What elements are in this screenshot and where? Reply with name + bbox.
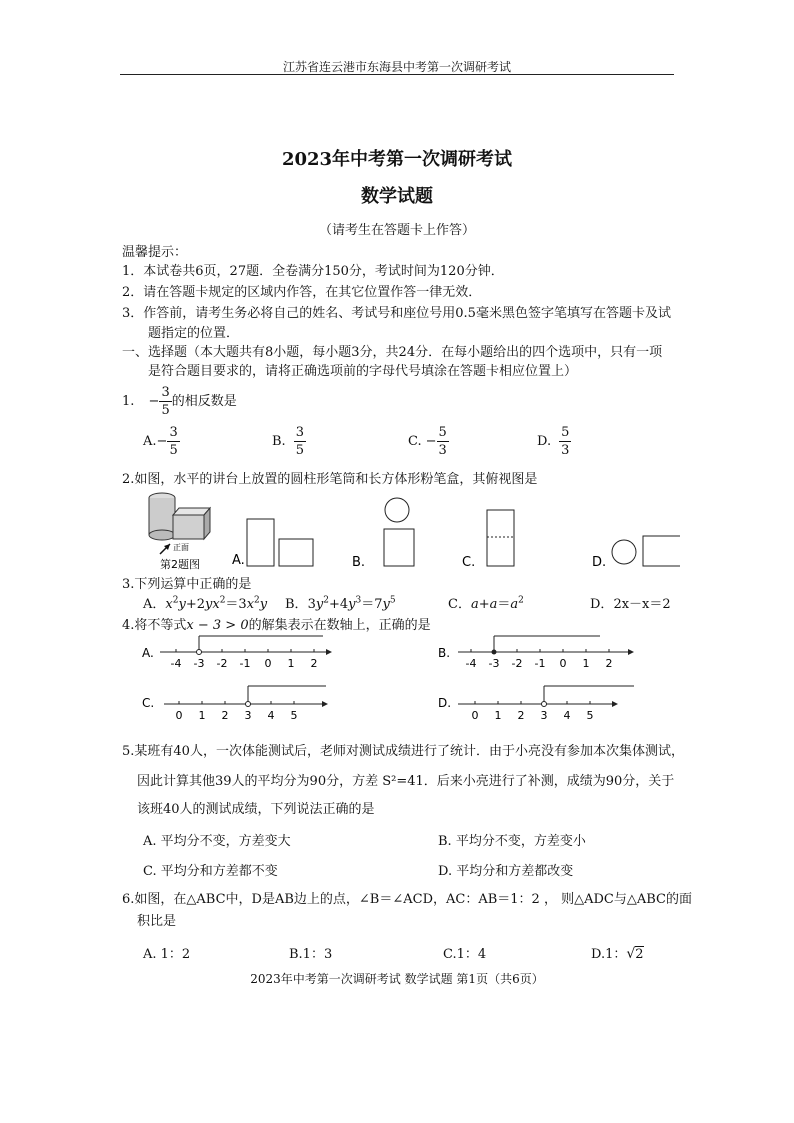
q4-d-tick-label: 4: [563, 709, 571, 722]
q4-d-tick-label: 2: [517, 709, 525, 722]
cylinder-shape: [149, 493, 175, 540]
q4-c-tick-label: 0: [175, 709, 183, 722]
q5-option-b[interactable]: B. 平均分不变，方差变小: [438, 834, 586, 849]
q3-option-b[interactable]: B．$3y^2+4y^3=7y^5$: [285, 595, 396, 612]
q3-option-d[interactable]: D．2x－x＝2: [590, 597, 671, 612]
page-header: 江苏省连云港市东海县中考第一次调研考试: [282, 60, 511, 74]
q4-a-tick-label: -2: [216, 657, 228, 670]
q6-option-a[interactable]: A. 1：2: [143, 947, 191, 962]
q4-label-a: A.: [142, 646, 154, 660]
q4-label-b: B.: [438, 646, 451, 660]
q2-stem: 2.如图，水平的讲台上放置的圆柱形笔筒和长方体形粉笔盒，其俯视图是: [122, 472, 538, 487]
q4-a-tick-label: -4: [170, 657, 182, 670]
q2-option-b-label: B.: [352, 555, 366, 570]
q4-d-tick-label: 5: [586, 709, 594, 722]
q4-b-solid-point: [492, 650, 497, 655]
q5-line2: 因此计算其他39人的平均分为90分，方差 S²=41．后来小亮进行了补测，成绩为90分，关于: [137, 774, 675, 789]
q4-label-d: D.: [438, 696, 452, 710]
q4-c-open-point: [246, 702, 251, 707]
q4-d-tick-label: 0: [471, 709, 479, 722]
q2-b-rect: [384, 529, 414, 566]
q6-option-c[interactable]: C.1：4: [443, 947, 487, 962]
q4-c-tick-label: 4: [267, 709, 275, 722]
exam-title: 2023年中考第一次调研考试: [281, 149, 513, 170]
notice-item-2: 2．请在答题卡规定的区域内作答，在其它位置作答一律无效．: [122, 285, 482, 300]
q3-option-c[interactable]: C．$a+a=a^2$: [448, 595, 524, 612]
q5-option-a[interactable]: A. 平均分不变，方差变大: [143, 834, 291, 849]
q4-b-tick-label: -3: [488, 657, 500, 670]
q6-line1: 6.如图，在△ABC中，D是AB边上的点，∠B＝∠ACD，AC：AB＝1：2 ， 则△ADC与△ABC的面: [122, 892, 692, 907]
q4-label-c: C.: [142, 696, 155, 710]
section1-line2: 是符合题目要求的，请将正确选项前的字母代号填涂在答题卡相应位置上）: [148, 364, 578, 379]
q5-line1: 5.某班有40人，一次体能测试后，老师对测试成绩进行了统计．由于小亮没有参加本次集体测试，: [122, 744, 684, 759]
q2-option-a-label: A.: [232, 553, 245, 568]
header-rule: [120, 74, 674, 75]
q4-c-tick-label: 5: [290, 709, 298, 722]
q4-a-tick-label: -3: [193, 657, 205, 670]
q2-c-rect: [487, 510, 514, 566]
q2-a-rect-tall: [247, 519, 274, 566]
page-footer: 2023年中考第一次调研考试 数学试题 第1页（共6页）: [250, 972, 544, 986]
box-shape: [173, 508, 210, 539]
q5-option-d[interactable]: D. 平均分和方差都改变: [438, 864, 574, 879]
q2-d-rect: [643, 536, 680, 566]
q4-b-tick-label: -1: [534, 657, 546, 670]
q4-b-tick-label: 0: [559, 657, 567, 670]
q4-a-tick-label: 2: [310, 657, 318, 670]
q1-option-a[interactable]: A.− $\frac{3}{5}$: [143, 425, 178, 458]
q2-figure: [140, 488, 680, 574]
q1-option-b[interactable]: B. $\frac{3}{5}$: [272, 425, 304, 458]
q2-a-rect-square: [279, 539, 313, 566]
q4-a-tick-label: -1: [239, 657, 251, 670]
q5-option-c[interactable]: C. 平均分和方差都不变: [143, 864, 278, 879]
notice-heading: 温馨提示：: [122, 245, 188, 260]
q1-stem: 1. − $\frac{3}{5}$ 的相反数是: [122, 385, 237, 418]
q4-c-tick-label: 2: [221, 709, 229, 722]
notice-item-3: 3．作答前，请考生务必将自己的姓名、考试号和座位号用0.5毫米黑色签字笔填写在答题卡及试: [122, 306, 671, 321]
q4-c-tick-label: 1: [198, 709, 206, 722]
figure-caption: 第2题图: [160, 558, 200, 571]
q4-a-tick-label: 1: [287, 657, 295, 670]
q4-a-open-point: [197, 650, 202, 655]
front-label: 正面: [173, 543, 189, 552]
q4-b-tick-label: -2: [511, 657, 523, 670]
q2-option-d-label: D.: [592, 555, 607, 570]
q4-d-open-point: [542, 702, 547, 707]
q4-b-tick-label: 2: [605, 657, 613, 670]
q2-b-circle: [385, 498, 409, 522]
q1-option-d[interactable]: D. $\frac{5}{3}$: [537, 425, 570, 458]
q2-option-c-label: C.: [462, 555, 476, 570]
answer-note: （请考生在答题卡上作答）: [318, 223, 475, 238]
q3-stem: 3.下列运算中正确的是: [122, 577, 252, 592]
q4-b-tick-label: -4: [465, 657, 477, 670]
q4-c-tick-label: 3: [244, 709, 252, 722]
q3-option-a[interactable]: A．$x^2y+2yx^2=3x^2y$: [143, 595, 268, 612]
q2-d-circle: [612, 540, 636, 564]
q1-option-c[interactable]: C. − $\frac{5}{3}$: [408, 425, 447, 458]
q4-number-lines: [138, 632, 658, 722]
q6-line2: 积比是: [137, 914, 177, 929]
q6-option-d[interactable]: D.1：√2: [591, 946, 644, 962]
q4-stem: 4.将不等式x − 3 > 0的解集表示在数轴上，正确的是: [122, 618, 431, 633]
q4-d-tick-label: 1: [494, 709, 502, 722]
q4-a-tick-label: 0: [264, 657, 272, 670]
q4-d-tick-label: 3: [540, 709, 548, 722]
notice-item-1: 1．本试卷共6页，27题．全卷满分150分，考试时间为120分钟．: [122, 264, 504, 279]
notice-item-3-cont: 题指定的位置．: [148, 326, 240, 341]
q6-option-b[interactable]: B.1：3: [289, 947, 333, 962]
q4-b-tick-label: 1: [582, 657, 590, 670]
subject-title: 数学试题: [361, 186, 433, 207]
q5-line3: 该班40人的测试成绩，下列说法正确的是: [137, 802, 375, 817]
section1-line1: 一、选择题（本大题共有8小题，每小题3分，共24分．在每小题给出的四个选项中，只有一项: [122, 345, 663, 360]
